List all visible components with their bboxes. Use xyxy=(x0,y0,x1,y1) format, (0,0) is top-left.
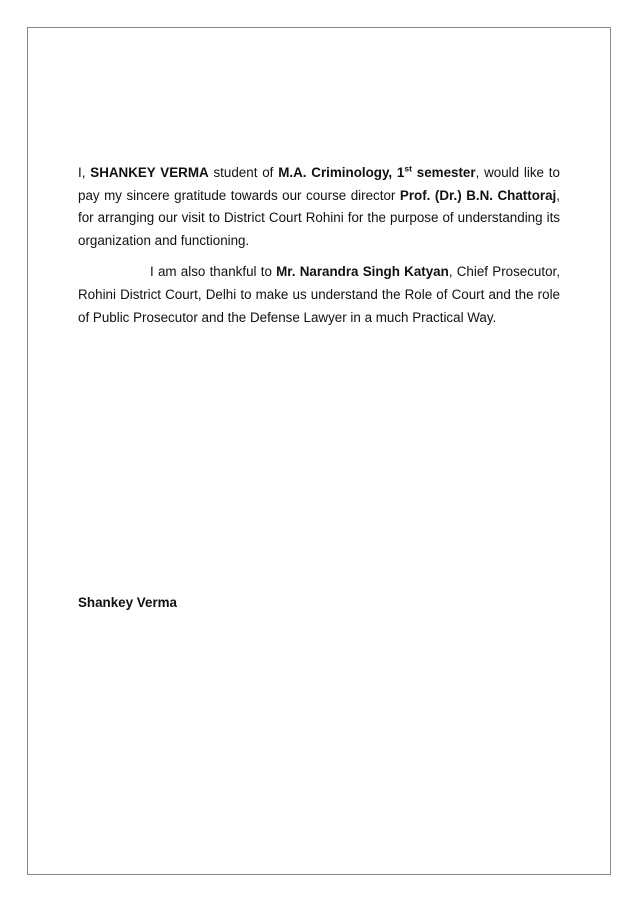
course-name xyxy=(278,165,475,180)
thanks-paragraph xyxy=(78,261,560,329)
ordinal-suffix: st xyxy=(404,163,412,174)
semester-text: semester xyxy=(411,165,476,180)
text-run: student of xyxy=(208,165,279,180)
gratitude-paragraph xyxy=(78,162,560,252)
acknowledgement-body xyxy=(78,162,560,338)
text-run: , Chief Prosecutor, Rohini District Court, Delhi to make us understand the Role of Court and the role of Public Prosecutor and the Defense Lawyer in a much Practical Way. xyxy=(78,264,560,325)
course-text: M.A. Criminology, 1 xyxy=(278,165,405,180)
text-run: I, xyxy=(78,165,91,180)
text-run: , would like to pay my sincere gratitude towards our course director xyxy=(78,165,560,203)
signature-name: Shankey Verma xyxy=(78,595,178,610)
director-name: Prof. (Dr.) B.N. Chattoraj xyxy=(399,187,557,203)
page-border xyxy=(27,27,611,875)
text-run: , for arranging our visit to District Court Rohini for the purpose of understanding its organization and functioning. xyxy=(78,187,560,248)
text-run: I am also thankful to xyxy=(150,264,277,280)
student-name: SHANKEY VERMA xyxy=(90,165,209,180)
prosecutor-name: Mr. Narandra Singh Katyan xyxy=(276,264,449,280)
